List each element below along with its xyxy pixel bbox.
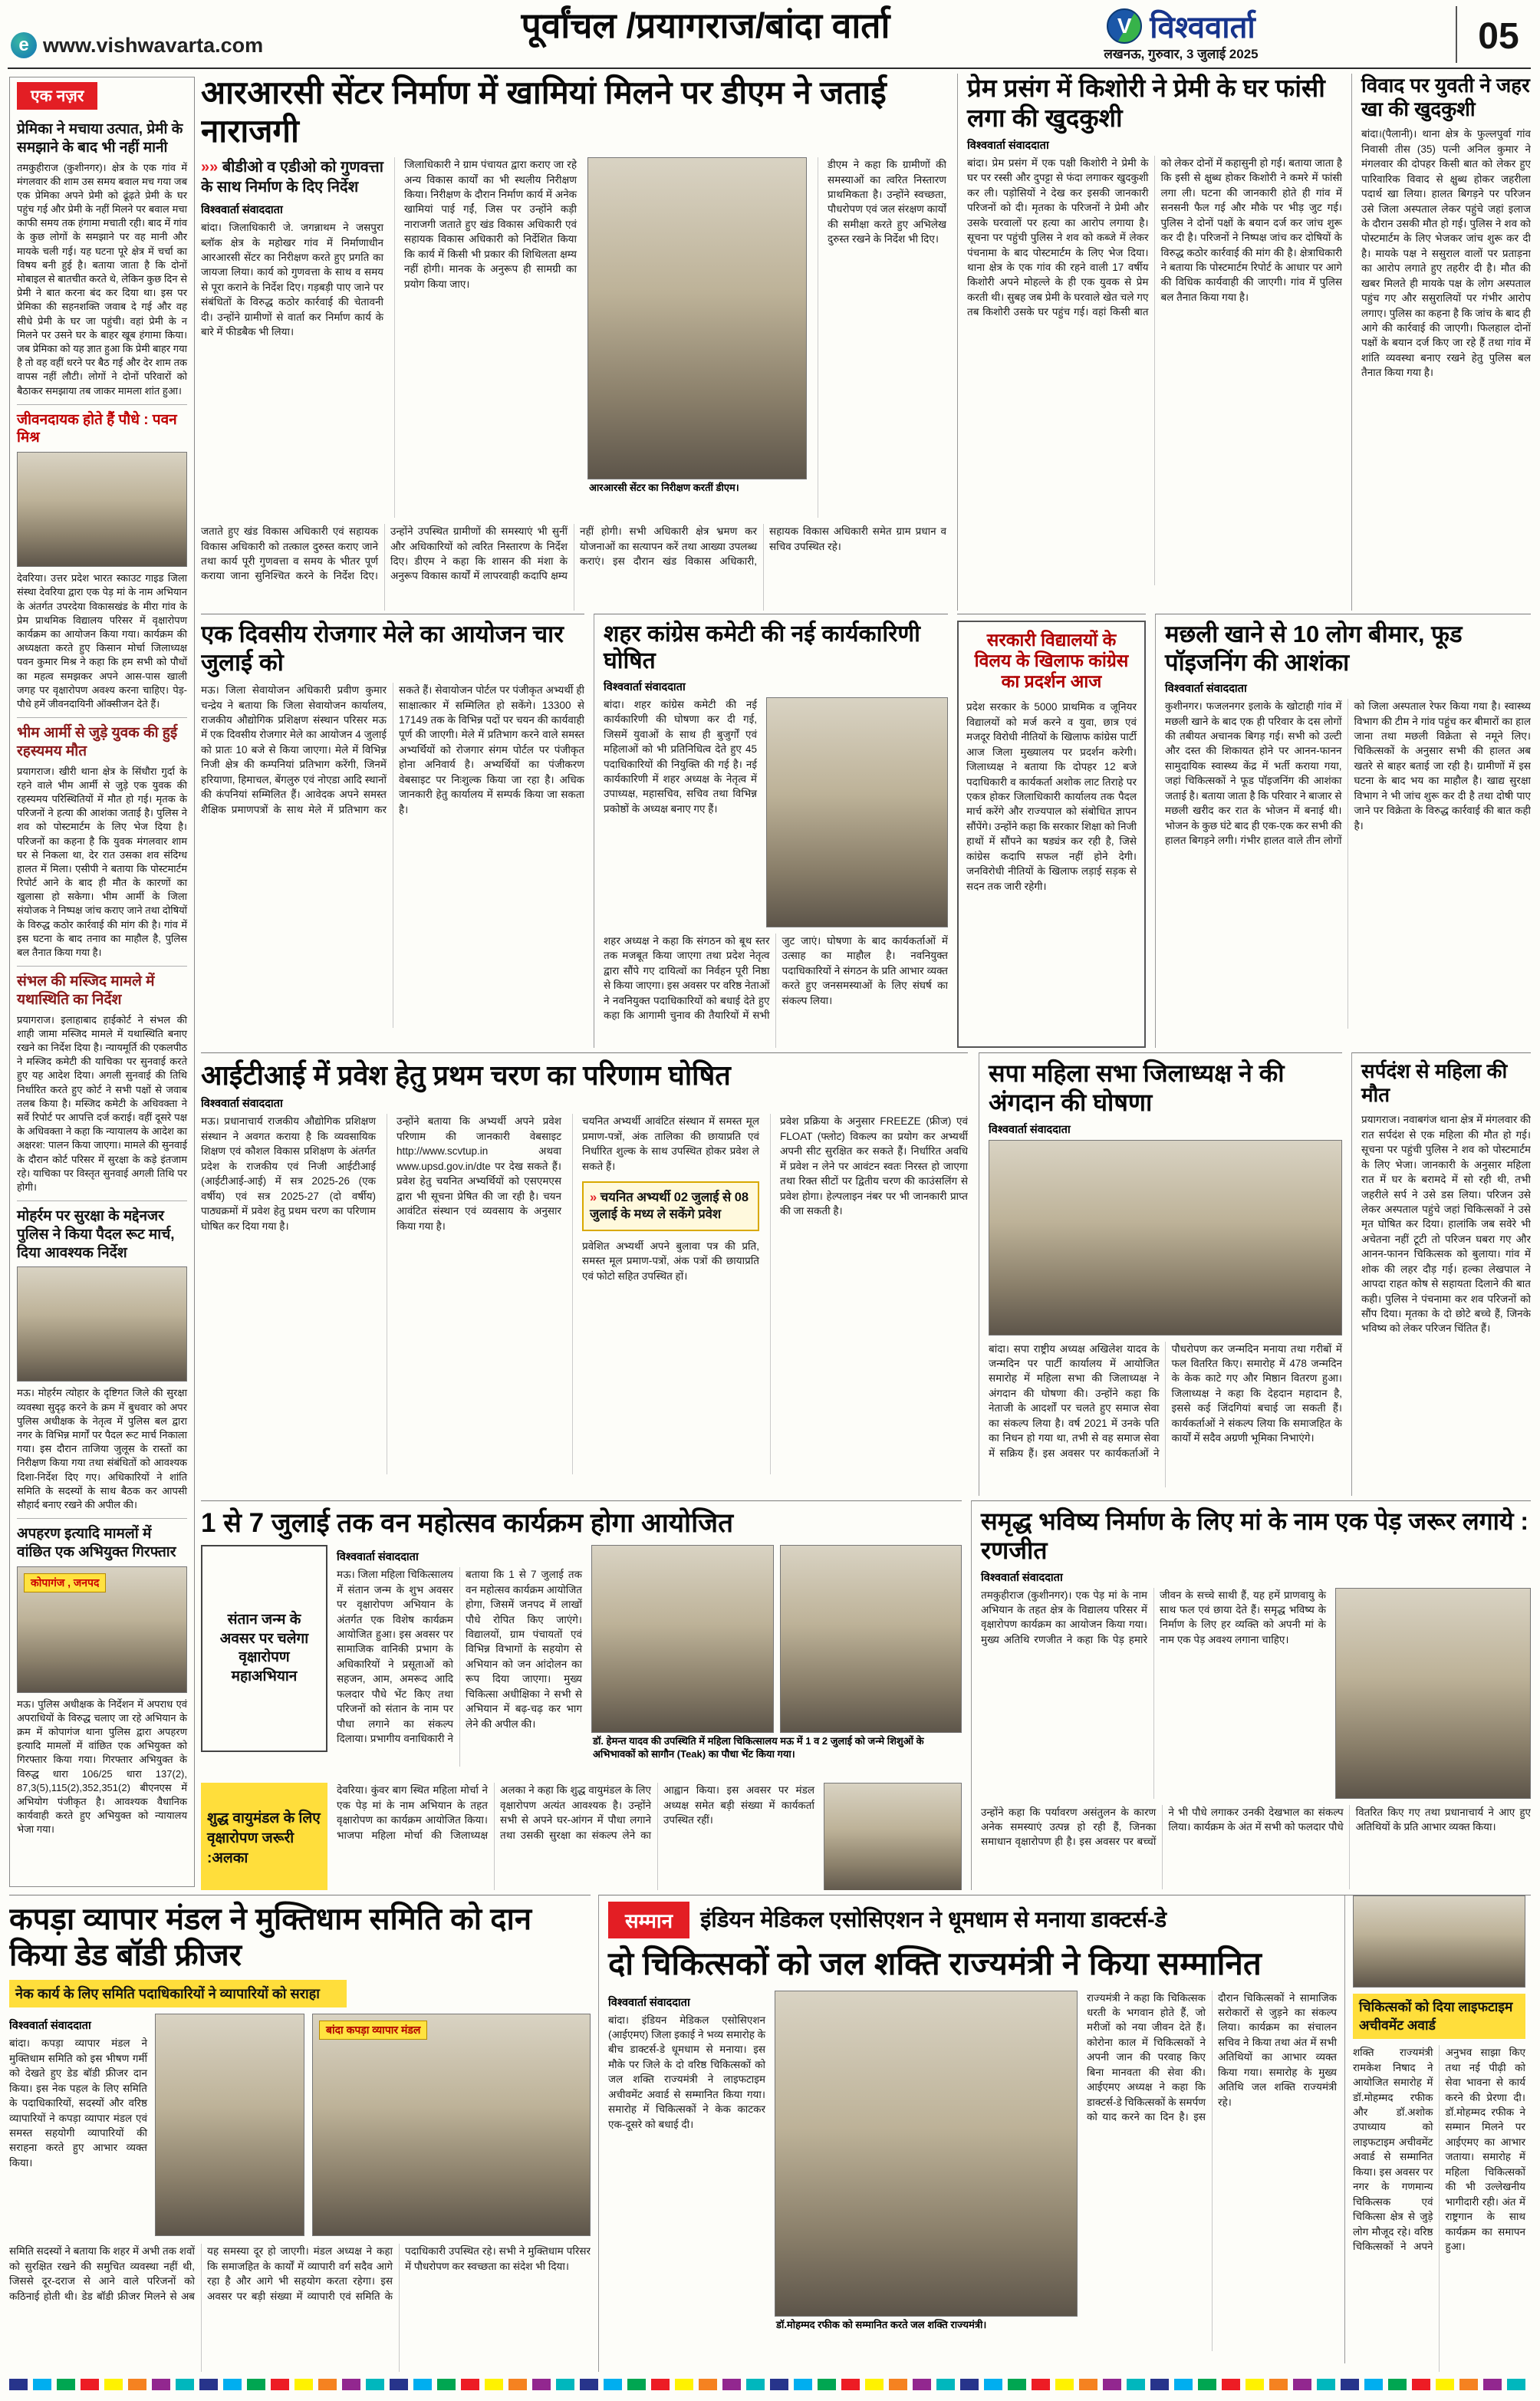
- footer-color-square: [508, 2379, 527, 2390]
- article-pradarshan-headline: सरकारी विद्यालयों के विलय के खिलाफ कांग्रेस का प्रदर्शन आज: [974, 630, 1129, 692]
- double-arrow-icon: »: [590, 1191, 597, 1205]
- sidebar-item: [17, 114, 187, 404]
- footer-color-square: [1293, 2379, 1311, 2390]
- footer-color-square: [960, 2379, 979, 2390]
- article-ima-photo-block: [775, 1991, 1078, 2351]
- byline: विश्ववार्ता संवाददाता: [981, 1571, 1063, 1584]
- sidebar-item-photo: [17, 1566, 187, 1693]
- footer-color-square: [889, 2379, 907, 2390]
- article-ima-subhead-right: चिकित्सकों को दिया लाइफटाइम अचीवमेंट अवार्ड: [1353, 1994, 1525, 2039]
- footer-color-square: [152, 2379, 170, 2390]
- article-kapda: [9, 1895, 591, 2372]
- footer-color-square: [437, 2379, 456, 2390]
- sidebar-item-photo: [17, 452, 187, 567]
- article-ima-photo: [775, 1991, 1078, 2317]
- footer-color-square: [818, 2379, 836, 2390]
- footer-color-square: [1032, 2379, 1050, 2390]
- footer-color-square: [913, 2379, 931, 2390]
- article-kapda-body-b: समिति सदस्यों ने बताया कि शहर में अभी तक शवों को सुरक्षित रखने की समुचित व्यवस्था नहीं थी, जिससे दूर-दराज से आने वाले परिजनों को कठिनाई होती थी। डेड बॉडी फ्रीजर मिलने से अब यह समस्या दूर हो जाएगी। मंडल अध्यक्ष ने कहा कि समाजहित के कार्यों में व्यापारी वर्ग सदैव आगे रहा है और आगे भी सहयोग करता रहेगा। इस अवसर पर बड़ी संख्या में व्यापारी एवं समिति के पदाधिकारी उपस्थित रहे। सभी ने मुक्तिधाम परिसर में पौधरोपण कर स्वच्छता का संदेश भी दिया।: [9, 2245, 591, 2302]
- footer-color-square: [651, 2379, 670, 2390]
- byline: विश्ववार्ता संवाददाता: [1165, 683, 1247, 696]
- sidebar-item-photo: [17, 1266, 187, 1382]
- article-kapda-body-a: बांदा। कपड़ा व्यापार मंडल ने मुक्तिधाम समिति को इस भीषण गर्मी को देखते हुए डेड बॉडी फ्रीजर दान किया। इस नेक पहल के लिए समिति के पदाधिकारियों, सदस्यों और वरिष्ठ व्यापारियों ने कपड़ा व्यापार मंडल एवं समस्त सहयोगी व्यापारियों की सराहना करते हुए आभार व्यक्त किया।: [9, 2037, 147, 2169]
- footer-color-square: [1103, 2379, 1121, 2390]
- footer-color-square: [128, 2379, 146, 2390]
- article-congress-body-b: शहर अध्यक्ष ने कहा कि संगठन को बूथ स्तर तक मजबूत किया जाएगा तथा प्रदेश नेतृत्व द्वारा सौंपे गए दायित्वों का निर्वहन पूरी निष्ठा से किया जाएगा। इस अवसर पर वरिष्ठ नेताओं ने नवनियुक्त पदाधिकारियों को बधाई देते हुए कहा कि आगामी चुनाव की तैयारियों में सभी जुट जाएं। घोषणा के बाद कार्यकर्ताओं में उत्साह का माहौल है। नवनियुक्त पदाधिकारियों ने संगठन के प्रति आभार व्यक्त करते हुए जनसमस्याओं के लिए संघर्ष का संकल्प लिया।: [604, 934, 948, 1021]
- article-samriddh: [971, 1500, 1531, 1890]
- article-iti-col-c: [572, 1114, 759, 1474]
- article-samriddh-photo: [1335, 1588, 1531, 1799]
- photo-signboard-label: कोपागंज , जनपद: [24, 1573, 106, 1592]
- sidebar-item-body: मऊ। पुलिस अधीक्षक के निर्देशन में अपराध एवं अपराधियों के विरुद्ध चलाए जा रहे अभियान के क्रम में कोपागंज थाना पुलिस द्वारा अपहरण इत्यादि मामलों में वांछित एक अभियुक्त को गिरफ्तार किया गया। गिरफ्तार अभियुक्त के विरुद्ध धारा 106/25 धारा 137(2), 87,3(5),115(2),352,351(2) बीएनएस में अभियोग पंजीकृत है। आवश्यक वैधानिक कार्यवाही करते हुए अभियुक्त को न्यायालय भेजा गया।: [17, 1698, 187, 1836]
- article-iti-note: » चयनित अभ्यर्थी 02 जुलाई से 08 जुलाई के मध्य ले सकेंगे प्रवेश: [582, 1181, 759, 1231]
- article-samriddh-body-b: उन्होंने कहा कि पर्यावरण असंतुलन के कारण अनेक समस्याएं उत्पन्न हो रही हैं, जिनका समाधान वृक्षारोपण ही है। इस अवसर पर बच्चों ने भी पौधे लगाकर उनकी देखभाल का संकल्प लिया। कार्यक्रम के अंत में सभी को फलदार पौधे वितरित किए गए तथा प्रधानाचार्य ने आए हुए अतिथियों के प्रति आभार व्यक्त किया।: [981, 1806, 1531, 1848]
- footer-color-strip: [9, 2376, 1531, 2392]
- footer-color-square: [1459, 2379, 1478, 2390]
- article-ima-col1: [608, 1991, 765, 2351]
- sidebar-item-headline: अपहरण इत्यादि मामलों में वांछित एक अभियुक्त गिरफ्तार: [17, 1526, 176, 1560]
- article-ima-headline: दो चिकित्सकों को जल शक्ति राज्यमंत्री ने किया सम्मानित: [608, 1945, 1262, 1981]
- sidebar-item: [17, 1518, 187, 1843]
- footer-color-square: [57, 2379, 75, 2390]
- article-machhli-headline: मछली खाने से 10 लोग बीमार, फूड पॉइजनिंग की आशंका: [1165, 621, 1463, 676]
- footer-color-square: [865, 2379, 884, 2390]
- footer-color-square: [366, 2379, 384, 2390]
- article-sarpadansh-body: प्रयागराज। नवाबगंज थाना क्षेत्र में मंगलवार की रात सर्पदंश से एक महिला की मौत हो गई। सूचना पर पहुंची पुलिस ने शव को पोस्टमार्टम के लिए भेजा। जानकारी के अनुसार महिला रात में घर के बरामदे में सो रही थी, तभी जहरीले सर्प ने उसे डस लिया। परिजन उसे लेकर अस्पताल पहुंचे जहां चिकित्सकों ने उसे मृत घोषित कर दिया। हालांकि जब सवेरे भी अचेतना नहीं टूटी तो परिजन घबरा गए और आनन-फानन चिकित्सक को बुलाया। गांव में शोक की लहर दौड़ गई। हल्का लेखपाल ने आपदा राहत कोष से सहायता दिलाने की बात कही। पुलिस ने पंचनामा कर शव परिजनों को सौंप दिया। मृतका के दो छोटे बच्चे हैं, जिनके भविष्य को लेकर परिजन चिंतित हैं।: [1361, 1114, 1531, 1335]
- article-iti: [201, 1052, 968, 1496]
- article-iti-headline: आईटीआई में प्रवेश हेतु प्रथम चरण का परिणाम घोषित: [201, 1059, 731, 1091]
- byline: विश्ववार्ता संवाददाता: [201, 1098, 283, 1111]
- article-iti-body-d: प्रवेश प्रक्रिया के अनुसार FREEZE (फ्रीज) एवं FLOAT (फ्लोट) विकल्प का प्रयोग कर अभ्यर्थी अपनी सीट सुरक्षित कर सकते हैं। निर्धारित अवधि में प्रवेश न लेने पर आवंटन स्वतः निरस्त हो जाएगा तथा रिक्त सीटों पर द्वितीय चरण की काउंसलिंग से प्रवेश होगा। हेल्पलाइन नंबर पर भी जानकारी प्राप्त की जा सकती है।: [770, 1114, 968, 1474]
- sidebar-item-body: तमकुहीराज (कुशीनगर)। क्षेत्र के एक गांव में मंगलवार की शाम उस समय बवाल मच गया जब एक प्रेमिका अपने प्रेमी को ढूंढ़ते प्रेमी के घर पहुंच गई और प्रेमी के नहीं मिलने पर बवाल मचा काफी समय तक हंगामा मचाती रही। बाद में गांव के कुछ लोगों के समझाने पर वह मानी और मायके चली गई। यह घटना पूरे क्षेत्र में चर्चा का विषय बनी हुई है। बताया जाता है कि दोनों मोबाइल से बातचीत करते थे, लेकिन कुछ दिन से प्रेमी ने बात करना बंद कर दिया था। इस पर प्रेमिका की सहनशक्ति जवाब दे गई और वह सीधे प्रेमी के घर जा पहुंची। वहां प्रेमी के न मिलने पर उसने घर के बाहर खूब हंगामा किया। जब प्रेमिका को यह ज्ञात हुआ कि प्रेमी बाहर गया है तो वह वहीं धरने पर बैठ गई और देर शाम तक वापस नहीं लौटी। लोगों ने दोनों परिवारों को बैठाकर समझाया तब जाकर मामला शांत हुआ।: [17, 161, 187, 397]
- website-logo-icon: e: [11, 32, 37, 58]
- article-alka-body: देवरिया। कुंवर बाग स्थित महिला मोर्चा ने एक पेड़ मां के नाम अभियान के तहत वृक्षारोपण का कार्यक्रम आयोजित किया। भाजपा महिला मोर्चा की जिलाध्यक्ष अलका ने कहा कि शुद्ध वायुमंडल के लिए वृक्षारोपण अत्यंत आवश्यक है। उन्होंने सभी से अपने घर-आंगन में पौधा लगाने तथा उसकी सुरक्षा का संकल्प लेने का आह्वान किया। इस अवसर पर मंडल अध्यक्ष समेत बड़ी संख्या में कार्यकर्ता उपस्थित रहीं।: [337, 1784, 814, 1841]
- article-kapda-col1: [9, 2014, 147, 2236]
- sidebar-item-body: प्रयागराज। इलाहाबाद हाईकोर्ट ने संभल की शाही जामा मस्जिद मामले में यथास्थिति बनाए रखने का निर्देश दिया है। न्यायमूर्ति की एकलपीठ ने मस्जिद कमेटी की याचिका पर सुनवाई करते हुए यह आदेश दिया। अगली सुनवाई की तिथि निर्धारित करते हुए कोर्ट ने सभी पक्षों से जवाब तलब किया है। मस्जिद कमेटी के अधिवक्ता ने सर्वे रिपोर्ट पर आपत्ति दर्ज कराई। वहीं दूसरे पक्ष के अधिवक्ता ने कहा कि न्यायालय के आदेश का अक्षरश: पालन किया जाएगा। मामले की सुनवाई के दौरान कोर्ट परिसर में सुरक्षा के कड़े इंतजाम रहे। याचिका पर विस्तृत सुनवाई अगली तिथि पर होगी।: [17, 1013, 187, 1193]
- byline: विश्ववार्ता संवाददाता: [967, 139, 1049, 152]
- footer-color-square: [33, 2379, 51, 2390]
- footer-color-square: [722, 2379, 741, 2390]
- footer-color-square: [413, 2379, 432, 2390]
- article-sapa-headline: सपा महिला सभा जिलाध्यक्ष ने की अंगदान की घोषणा: [989, 1059, 1285, 1116]
- article-ima-right: [1344, 1895, 1525, 2363]
- sidebar-item: [17, 404, 187, 717]
- masthead: [1028, 5, 1334, 47]
- sidebar-item-headline: मोहर्रम पर सुरक्षा के मद्देनजर पुलिस ने किया पैदल रूट मार्च, दिया आवश्यक निर्देश: [17, 1208, 175, 1261]
- article-iti-body-c2: प्रवेशित अभ्यर्थी अपने बुलावा पत्र की प्रति, समस्त मूल प्रमाण-पत्रों, अंक पत्रों की छायाप्रति एवं फोटो सहित उपस्थित हों।: [582, 1240, 759, 1282]
- footer-color-square: [984, 2379, 1002, 2390]
- article-vivad-headline: विवाद पर युवती ने जहर खा की खुदकुशी: [1361, 74, 1530, 120]
- article-rrc-col1: [201, 157, 383, 518]
- edition-line: लखनऊ, गुरुवार, 3 जुलाई 2025: [1104, 47, 1259, 61]
- article-rrc-headline: आरआरसी सेंटर निर्माण में खामियां मिलने पर डीएम ने जताई नाराजगी: [201, 74, 887, 149]
- footer-color-square: [199, 2379, 218, 2390]
- byline: विश्ववार्ता संवाददाता: [604, 680, 686, 693]
- article-sapa: [979, 1052, 1342, 1496]
- article-iti-body-a: मऊ। प्रधानाचार्य राजकीय औद्योगिक प्रशिक्षण संस्थान ने अवगत कराया है कि व्यवसायिक शिक्षण एवं कौशल विकास प्रशिक्षण के अंतर्गत प्रदेश के राजकीय एवं निजी आईटीआई (आईटीआई-आई) में सत्र 2025-26 (एक वर्षीय) एवं सत्र 2025-27 (दो वर्षीय) पाठ्यक्रमों में प्रवेश हेतु प्रथम चरण का परिणाम घोषित कर दिया गया है।: [201, 1115, 376, 1232]
- sidebar-label: एक नज़र: [17, 82, 97, 110]
- footer-color-square: [1388, 2379, 1407, 2390]
- article-vivad: [1351, 74, 1531, 611]
- article-congress: [594, 614, 948, 1048]
- article-kapda-headline: कपड़ा व्यापार मंडल ने मुक्तिधाम समिति को दान किया डेड बॉडी फ्रीजर: [9, 1902, 532, 1973]
- footer-color-square: [1412, 2379, 1430, 2390]
- article-kapda-photo-2: [312, 2014, 591, 2236]
- article-rrc-body-c: डीएम ने कहा कि ग्रामीणों की समस्याओं का त्वरित निस्तारण प्राथमिकता है। उन्होंने स्वच्छता, पौधरोपण एवं जल संरक्षण कार्यों की समीक्षा करते हुए अभिलेख दुरुस्त रखने के निर्देश भी दिए।: [818, 157, 946, 518]
- article-iti-body-b: उन्होंने बताया कि अभ्यर्थी अपने प्रवेश परिणाम की जानकारी वेबसाइट http://www.scvtup.in अथवा www.upsd.gov.in/dte पर देख सकते हैं। प्रवेश हेतु चयनित अभ्यर्थियों को एसएमएस द्वारा भी सूचना प्रेषित की जा रही है। चयन आवंटित संस्थान एवं व्यवसाय के अनुसार किया गया है।: [387, 1114, 561, 1474]
- article-kapda-photo-1: [155, 2014, 304, 2236]
- footer-color-square: [1150, 2379, 1169, 2390]
- footer-color-square: [1245, 2379, 1264, 2390]
- article-sarpadansh-headline: सर्पदंश से महिला की मौत: [1361, 1059, 1508, 1106]
- article-rrc-body-a: बांदा। जिलाधिकारी जे. जगन्नाथम ने जसपुरा ब्लॉक क्षेत्र के महोखर गांव में निर्माणाधीन आरआरसी सेंटर का निरीक्षण करते हुए प्रगति का जायजा लिया। कार्य को गुणवत्ता के साथ व समय से पूरा कराने के निर्देश दिए। गड़बड़ी पाए जाने पर संबंधितों के विरुद्ध कठोर कार्रवाई की चेतावनी दी। उन्होंने ग्रामीणों से वार्ता कर निर्माण कार्य के बारे में फीडबैक भी लिया।: [201, 222, 383, 338]
- footer-color-square: [271, 2379, 289, 2390]
- footer-color-square: [461, 2379, 479, 2390]
- footer-color-square: [770, 2379, 788, 2390]
- article-rrc-photo-block: [587, 157, 807, 518]
- article-sapa-photo: [989, 1140, 1342, 1336]
- article-van-photo-2: [780, 1545, 962, 1733]
- article-van-text: [337, 1545, 582, 1775]
- sidebar-ek-nazar: [9, 77, 195, 1887]
- footer-color-square: [1269, 2379, 1288, 2390]
- footer-color-square: [1079, 2379, 1097, 2390]
- article-rrc-body-b: जिलाधिकारी ने ग्राम पंचायत द्वारा कराए जा रहे अन्य विकास कार्यों का भी स्थलीय निरीक्षण किया। निरीक्षण के दौरान निर्माण कार्य में अनेक खामियां पाई गईं, जिस पर उन्होंने कड़ी नाराजगी जताते हुए खंड विकास अधिकारी एवं सहायक विकास अधिकारी को निर्देशित किया कि कार्य में किसी भी प्रकार की शिथिलता क्षम्य नहीं होगी। मानक के अनुरूप ही सामग्री का प्रयोग किया जाए।: [394, 157, 577, 518]
- footer-color-square: [746, 2379, 765, 2390]
- footer-color-square: [1055, 2379, 1074, 2390]
- header-divider: [1456, 6, 1457, 63]
- footer-color-square: [1174, 2379, 1193, 2390]
- sidebar-item: [17, 1200, 187, 1518]
- footer-color-square: [580, 2379, 598, 2390]
- article-van-photo-block: [591, 1545, 962, 1775]
- article-ima-body-a: बांदा। इंडियन मेडिकल एसोसिएशन (आईएमए) जिला इकाई ने भव्य समारोह के बीच डाक्टर्स-डे धूमधाम से मनाया। इस मौके पर जिले के दो वरिष्ठ चिकित्सकों को जल शक्ति राज्यमंत्री ने लाइफटाइम अचीवमेंट अवार्ड से सम्मानित किया गया। समारोह में चिकित्सकों ने केक काटकर एक-दूसरे को बधाई दी।: [608, 2014, 765, 2130]
- article-kapda-subhead: नेक कार्य के लिए समिति पदाधिकारियों ने व्यापारियों को सराहा: [9, 1980, 347, 2007]
- article-ima-right-photo: [1353, 1895, 1525, 1988]
- masthead-title: विश्ववार्ता: [1150, 11, 1255, 44]
- article-alka-headline: शुद्ध वायुमंडल के लिए वृक्षारोपण जरूरी :अलका: [201, 1783, 327, 1890]
- footer-color-square: [627, 2379, 646, 2390]
- sidebar-item-headline: संभल की मस्जिद मामले में यथास्थिति का निर्देश: [17, 973, 155, 1008]
- footer-color-square: [295, 2379, 313, 2390]
- article-pradarshan-body: प्रदेश सरकार के 5000 प्राथमिक व जूनियर विद्यालयों को मर्ज करने व युवा, छात्र एवं मजदूर विरोधी नीतियों के खिलाफ कांग्रेस पार्टी आज जिला मुख्यालय पर प्रदर्शन करेगी। जिलाध्यक्ष ने बताया कि दोपहर 12 बजे पदाधिकारी व कार्यकर्ता अशोक लाट तिराहे पर एकत्र होकर जिलाधिकारी कार्यालय तक पैदल मार्च करेंगे और राज्यपाल को संबोधित ज्ञापन सौंपेंगे। उन्होंने कहा कि सरकार शिक्षा को निजी हाथों में सौंपने का षड्यंत्र कर रही है, जिसे कांग्रेस कदापि सफल नहीं होने देगी। जनविरोधी नीतियों के खिलाफ लड़ाई सड़क से सदन तक जारी रहेगी।: [966, 701, 1137, 892]
- sidebar-item-body: प्रयागराज। खीरी थाना क्षेत्र के सिंधौरा गुर्दा के रहने वाले भीम आर्मी से जुड़े एक युवक की रहस्यमय परिस्थितियों में मौत हो गई। मृतक के परिजनों ने हत्या की आशंका जताई है। पुलिस ने शव को पोस्टमार्टम के लिए भेज दिया है। परिजनों का कहना है कि युवक मंगलवार शाम घर से निकला था, देर रात उसका शव संदिग्ध हालत में मिला। एसीपी ने बताया कि पोस्टमार्टम रिपोर्ट आने के बाद ही मौत के कारणों का खुलासा हो सकेगा। भीम आर्मी के जिला संयोजक ने निष्पक्ष जांच कराए जाने तथा दोषियों के विरुद्ध कठोर कार्रवाई की मांग की है। गांव में इस घटना के बाद तनाव का माहौल है, पुलिस बल तैनात किया गया है।: [17, 765, 187, 958]
- header-rule: [8, 68, 1531, 69]
- article-machhli: [1155, 614, 1531, 1048]
- article-rrc-body-d: जताते हुए खंड विकास अधिकारी एवं सहायक विकास अधिकारी को तत्काल दुरुस्त कराए जाने तथा कार्य पूरी गुणवत्ता व समय के भीतर पूर्ण कराया जाना सुनिश्चित करने के निर्देश दिए। उन्होंने उपस्थित ग्रामीणों की समस्याएं भी सुनीं और अधिकारियों को त्वरित निस्तारण के निर्देश दिए। डीएम ने कहा कि शासन की मंशा के अनुरूप विकास कार्यों में लापरवाही कदापि क्षम्य नहीं होगी। सभी अधिकारी क्षेत्र भ्रमण कर योजनाओं का सत्यापन करें तथा आख्या उपलब्ध कराएं। इस दौरान खंड विकास अधिकारी, सहायक विकास अधिकारी समेत ग्राम प्रधान व सचिव उपस्थित रहे।: [201, 525, 946, 582]
- article-rrc-photo-caption: आरआरसी सेंटर का निरीक्षण करतीं डीएम।: [589, 482, 739, 494]
- footer-color-square: [223, 2379, 242, 2390]
- article-machhli-body: कुशीनगर। फजलनगर इलाके के खोटाही गांव में मछली खाने के बाद एक ही परिवार के दस लोगों की तबीयत अचानक बिगड़ गई। सभी को उल्टी और दस्त की शिकायत होने पर आनन-फानन सामुदायिक स्वास्थ्य केंद्र में भर्ती कराया गया, जहां चिकित्सकों ने फूड पॉइजनिंग की आशंका जताई है। बताया जाता है कि परिवार ने बाजार से मछली खरीद कर रात के भोजन में बनाई थी। भोजन के कुछ घंटे बाद ही एक-एक कर सभी की हालत बिगड़ने लगी। गंभीर हालत वाले तीन लोगों को जिला अस्पताल रेफर किया गया है। स्वास्थ्य विभाग की टीम ने गांव पहुंच कर बीमारों का हाल जाना तथा मछली विक्रेता से नमूने लिए। चिकित्सकों के अनुसार सभी की हालत अब खतरे से बाहर बताई जा रही है। ग्रामीणों में इस घटना के बाद भय का माहौल है। खाद्य सुरक्षा विभाग ने भी जांच शुरू कर दी है तथा दोषी पाए जाने पर विक्रेता के विरुद्ध कार्रवाई की बात कही है।: [1165, 700, 1531, 847]
- article-congress-headline: शहर कांग्रेस कमेटी की नई कार्यकारिणी घोषित: [604, 621, 920, 674]
- page-number: 05: [1478, 16, 1519, 57]
- sidebar-item-body: मऊ। मोहर्रम त्योहार के दृष्टिगत जिले की सुरक्षा व्यवस्था सुदृढ़ करने के क्रम में बुधवार को अपर पुलिस अधीक्षक के नेतृत्व में पुलिस बल द्वारा नगर के विभिन्न मार्गों पर पैदल रूट मार्च निकाला गया। इस दौरान ताजिया जुलूस के रास्तों का निरीक्षण किया गया तथा संबंधितों को आवश्यक दिशा-निर्देश दिए गए। अधिकारियों ने शांति समिति के सदस्यों के साथ बैठक कर आपसी सौहार्द बनाए रखने की अपील की।: [17, 1387, 187, 1510]
- sidebar-item-headline: जीवनदायक होते हैं पौधे : पवन मिश्र: [17, 411, 177, 446]
- article-iti-body-c1: चयनित अभ्यर्थी आवंटित संस्थान में समस्त मूल प्रमाण-पत्रों, अंक तालिका की छायाप्रति एवं निर्धारित शुल्क के साथ उपस्थित होकर प्रवेश ले सकते हैं।: [582, 1115, 759, 1172]
- footer-color-square: [176, 2379, 194, 2390]
- footer-color-square: [794, 2379, 812, 2390]
- sidebar-item: [17, 966, 187, 1200]
- footer-color-square: [532, 2379, 551, 2390]
- photo-banner-label: बांदा कपड़ा व्यापार मंडल: [319, 2021, 427, 2040]
- article-van: [201, 1500, 962, 1890]
- article-rojgar-headline: एक दिवसीय रोजगार मेले का आयोजन चार जुलाई को: [201, 621, 564, 676]
- footer-color-square: [485, 2379, 503, 2390]
- sidebar-item-body: देवरिया। उत्तर प्रदेश भारत स्काउट गाइड जिला संस्था देवरिया द्वारा एक पेड़ मां के नाम अभियान के अंतर्गत उपरदेया विकासखंड के मीरा गांव के प्रेम प्राथमिक विद्यालय परिसर में वृक्षारोपण कार्यक्रम का आयोजन किया गया। कार्यक्रम की अध्यक्षता करते हुए किसान मोर्चा जिलाध्यक्ष पवन कुमार मिश्र ने कहा कि हम सभी को पौधों का महत्व समझकर अपने आस-पास खाली जगह पर वृक्षारोपण अवश्य करना चाहिए। पेड़-पौधे हमें जीवनदायिनी ऑक्सीजन देते हैं।: [17, 572, 187, 710]
- article-ima: [598, 1895, 1531, 2372]
- article-samriddh-body-a: तमकुहीराज (कुशीनगर)। एक पेड़ मां के नाम अभियान के तहत क्षेत्र के विद्यालय परिसर में वृक्षारोपण कार्यक्रम का आयोजन किया गया। मुख्य अतिथि रणजीत ने कहा कि पेड़ हमारे जीवन के सच्चे साथी हैं, यह हमें प्राणवायु के साथ फल एवं छाया देते हैं। समृद्ध भविष्य के निर्माण के लिए हर व्यक्ति को अपनी मां के नाम एक पेड़ अवश्य लगाना चाहिए।: [981, 1589, 1326, 1645]
- footer-color-square: [1317, 2379, 1335, 2390]
- byline: विश्ववार्ता संवाददाता: [608, 1996, 690, 2009]
- footer-color-square: [390, 2379, 408, 2390]
- footer-color-square: [247, 2379, 265, 2390]
- article-sapa-body: बांदा। सपा राष्ट्रीय अध्यक्ष अखिलेश यादव के जन्मदिन पर पार्टी कार्यालय में आयोजित समारोह में महिला सभा की जिलाध्यक्ष ने अंगदान की घोषणा की। उन्होंने कहा कि नेताजी के आदर्शों पर चलते हुए समाज सेवा का संकल्प लिया है। वर्ष 2021 में उनके पति का निधन हो गया था, तभी से वह समाज सेवा में सक्रिय हैं। इस अवसर पर कार्यकर्ताओं ने पौधरोपण कर जन्मदिन मनाया तथा गरीबों में फल वितरित किए। समारोह में 478 जन्मदिन के केक काटे गए और मिष्ठान वितरण हुआ। जिलाध्यक्ष ने कहा कि देहदान महादान है, इससे कई जिंदगियां बचाई जा सकती हैं। कार्यकर्ताओं ने संकल्प लिया कि समाजहित के कार्यों में सदैव अग्रणी भूमिका निभाएंगे।: [989, 1342, 1342, 1459]
- article-ima-photo-caption: डॉ.मोहम्मद रफीक को सम्मानित करते जल शक्ति राज्यमंत्री।: [776, 2318, 987, 2330]
- footer-color-square: [104, 2379, 123, 2390]
- masthead-logo-icon: V: [1107, 8, 1142, 44]
- article-alka-photo: [824, 1783, 962, 1890]
- article-rojgar-body: मऊ। जिला सेवायोजन अधिकारी प्रवीण कुमार चन्द्रेय ने बताया कि जिला सेवायोजन कार्यालय, राजकीय औद्योगिक प्रशिक्षण संस्थान परिसर मऊ में एक दिवसीय रोजगार मेले का आयोजन 4 जुलाई को प्रातः 10 बजे से किया जाएगा। मेले में विभिन्न निजी क्षेत्र की कम्पनियां प्रतिभाग करेंगी, जिनमें हरियाणा, हिमाचल, बेंगलुरु एवं नोएडा आदि स्थानों की कंपनियां सम्मिलित हैं। आवेदक अपने समस्त शैक्षिक प्रमाणपत्रों के साथ मेले में प्रतिभाग कर सकते हैं। सेवायोजन पोर्टल पर पंजीकृत अभ्यर्थी ही साक्षात्कार में सम्मिलित हो सकेंगे। 13300 से 17149 तक के विभिन्न पदों पर चयन की कार्यवाही पूर्ण की जाएगी। मेले में प्रतिभाग करने वाले समस्त अभ्यर्थियों को रोजगार संगम पोर्टल पर पंजीकृत होना अनिवार्य है। अभ्यर्थियों का पंजीकरण वेबसाइट पर निःशुल्क किया जा रहा है। अधिक जानकारी हेतु कार्यालय में सम्पर्क किया जा सकता है।: [201, 684, 584, 815]
- footer-color-square: [1364, 2379, 1383, 2390]
- article-van-body: मऊ। जिला महिला चिकित्सालय में संतान जन्म के शुभ अवसर पर वृक्षारोपण अभियान के अंतर्गत एक विशेष कार्यक्रम आयोजित हुआ। इस अवसर पर सामाजिक वानिकी प्रभाग के अधिकारियों ने प्रसूताओं को सहजन, आम, अमरूद आदि फलदार पौधे भेंट किए तथा परिजनों को संतान के नाम पर पौधा लगाने का संकल्प दिलाया। प्रभागीय वनाधिकारी ने बताया कि 1 से 7 जुलाई तक वन महोत्सव कार्यक्रम आयोजित होगा, जिसमें जनपद में लाखों पौधे रोपित किए जाएंगे। विद्यालयों, ग्राम पंचायतों एवं विभिन्न विभागों के सहयोग से अभियान को जन आंदोलन का रूप दिया जाएगा। मुख्य चिकित्सा अधीक्षिका ने सभी से अभियान में बढ़-चढ़ कर भाग लेने की अपील की।: [337, 1569, 582, 1745]
- byline: विश्ववार्ता संवाददाता: [9, 2020, 91, 2033]
- article-ima-body-right: शक्ति राज्यमंत्री रामकेश निषाद ने आयोजित समारोह में डॉ.मोहम्मद रफीक और डॉ.अशोक उपाध्याय को लाइफटाइम अचीवमेंट अवार्ड से सम्मानित किया। इस अवसर पर नगर के गणमान्य चिकित्सक एवं चिकित्सा क्षेत्र से जुड़े लोग मौजूद रहे। वरिष्ठ चिकित्सकों ने अपने अनुभव साझा किए तथा नई पीढ़ी को सेवा भावना से कार्य करने की प्रेरणा दी। डॉ.मोहम्मद रफीक ने सम्मान मिलने पर आईएमए का आभार जताया। समारोह में महिला चिकित्सकों की भी उल्लेखनीय भागीदारी रही। अंत में राष्ट्रगान के साथ कार्यक्रम का समापन हुआ।: [1353, 2047, 1525, 2252]
- footer-color-square: [318, 2379, 337, 2390]
- footer-color-square: [1222, 2379, 1240, 2390]
- article-van-headline: 1 से 7 जुलाई तक वन महोत्सव कार्यक्रम होगा आयोजित: [201, 1508, 734, 1538]
- footer-color-square: [81, 2379, 99, 2390]
- article-van-caption: डॉ. हेमन्त यादव की उपस्थिति में महिला चिकित्सालय मऊ में 1 व 2 जुलाई को जन्मे शिशुओं के अभिभावकों को सागौन (Teak) का पौधा भेंट किया गया।: [593, 1735, 924, 1760]
- article-pradarshan: [957, 614, 1146, 1048]
- article-rrc: [201, 74, 946, 611]
- article-prem-headline: प्रेम प्रसंग में किशोरी ने प्रेमी के घर फांसी लगा की खुदकुशी: [967, 74, 1325, 132]
- footer-color-square: [1127, 2379, 1145, 2390]
- samman-badge: सम्मान: [608, 1902, 689, 1938]
- footer-color-square: [1507, 2379, 1525, 2390]
- article-rrc-subhead: »» बीडीओ व एडीओ को गुणवत्ता के साथ निर्माण के दिए निर्देश: [201, 159, 383, 196]
- sidebar-item: [17, 717, 187, 966]
- footer-color-square: [699, 2379, 717, 2390]
- footer-color-square: [1341, 2379, 1359, 2390]
- footer-color-square: [556, 2379, 574, 2390]
- footer-color-square: [936, 2379, 955, 2390]
- article-vivad-body: बांदा।(पैलानी)। थाना क्षेत्र के फुल्लपुर्वा गांव निवासी तीस (35) पत्नी अनिल कुमार ने मंगलवार की दोपहर किसी बात को लेकर हुए पारिवारिक विवाद से क्षुब्ध होकर जहरीला पदार्थ खा लिया। हालत बिगड़ने पर परिजन उसे जिला अस्पताल लेकर पहुंचे जहां इलाज के दौरान उसकी मौत हो गई। पुलिस ने शव को पोस्टमार्टम के लिए भेजकर जांच शुरू कर दी है। मायके पक्ष ने ससुराल वालों पर प्रताड़ना का आरोप लगाते हुए तहरीर दी है। मौत की खबर मिलते ही मायके पक्ष के लोग अस्पताल पहुंच गए और ससुरालियों पर गंभीर आरोप लगाए। पुलिस का कहना है कि जांच के बाद ही आगे की कार्रवाई की जाएगी। फिलहाल दोनों पक्षों के बयान दर्ज किए जा रहे हैं तथा गांव में शांति व्यवस्था बनाए रखने हेतु पुलिस बल तैनात किया गया है।: [1361, 128, 1531, 379]
- footer-color-square: [1483, 2379, 1502, 2390]
- article-van-sidebox: संतान जन्म के अवसर पर चलेगा वृक्षारोपण महाअभियान: [201, 1545, 327, 1752]
- byline: विश्ववार्ता संवाददाता: [989, 1123, 1071, 1136]
- footer-color-square: [1008, 2379, 1026, 2390]
- article-rojgar: [201, 614, 584, 1048]
- website-url: www.vishwavarta.com: [43, 33, 264, 57]
- article-samriddh-headline: समृद्ध भविष्य निर्माण के लिए मां के नाम एक पेड़ जरूर लगाये : रणजीत: [981, 1507, 1529, 1564]
- article-pradarshan-box: [957, 621, 1146, 1048]
- page-section-title: पूर्वांचल /प्रयागराज/बांदा वार्ता: [521, 5, 890, 45]
- footer-color-square: [1198, 2379, 1216, 2390]
- double-arrow-icon: »»: [201, 159, 219, 176]
- footer-color-square: [675, 2379, 693, 2390]
- sidebar-item-headline: भीम आर्मी से जुड़े युवक की हुई रहस्यमय मौत: [17, 725, 178, 759]
- sidebar-item-headline: प्रेमिका ने मचाया उत्पात, प्रेमी के समझाने के बाद भी नहीं मानी: [17, 121, 183, 156]
- article-congress-photo: [766, 697, 948, 927]
- footer-color-square: [1436, 2379, 1454, 2390]
- footer-color-square: [342, 2379, 360, 2390]
- footer-color-square: [841, 2379, 860, 2390]
- article-prem: [957, 74, 1342, 611]
- article-rrc-photo: [587, 157, 807, 479]
- website-branding: [11, 32, 263, 58]
- byline: विश्ववार्ता संवाददाता: [337, 1551, 419, 1564]
- article-prem-body: बांदा। प्रेम प्रसंग में एक पक्षी किशोरी ने प्रेमी के घर पर रस्सी और दुपट्टा से फंदा लगाकर खुदकुशी कर ली। पड़ोसियों ने देख कर इसकी जानकारी परिजनों को दी। मृतका के परिजनों ने प्रेमी और उसके घरवालों पर हत्या का आरोप लगाया है। सूचना पर पहुंची पुलिस ने शव को कब्जे में लेकर पंचनामा के बाद पोस्टमार्टम के लिए भेज दिया। थाना क्षेत्र के एक गांव की रहने वाली 17 वर्षीय किशोरी अपने मोहल्ले के ही एक युवक से प्रेम करती थी। सुबह जब प्रेमी के घरवाले खेत चले गए तब किशोरी उसके घर पहुंच गई। वहां किसी बात को लेकर दोनों में कहासुनी हो गई। बताया जाता है कि इसी से क्षुब्ध होकर किशोरी ने कमरे में फांसी लगा ली। घटना की जानकारी होते ही गांव में सनसनी फैल गई और मौके पर भीड़ जुट गई। पुलिस ने दोनों पक्षों के बयान दर्ज कर जांच शुरू कर दी है। परिजनों ने निष्पक्ष जांच कर दोषियों के विरुद्ध कठोर कार्रवाई की मांग की है। क्षेत्राधिकारी ने बताया कि पोस्टमार्टम रिपोर्ट के आधार पर आगे की विधिक कार्यवाही की जाएगी। गांव में पुलिस बल तैनात किया गया है।: [967, 156, 1342, 318]
- footer-color-square: [604, 2379, 622, 2390]
- article-congress-body-a: बांदा। शहर कांग्रेस कमेटी की नई कार्यकारिणी की घोषणा कर दी गई, जिसमें युवाओं के साथ ही बुजुर्गों एवं महिलाओं को भी प्रतिनिधित्व देते हुए 45 पदाधिकारियों की नियुक्ति की गई है। नई कार्यकारिणी में शहर अध्यक्ष के नेतृत्व में उपाध्यक्ष, महासचिव, सचिव तथा विभिन्न प्रकोष्ठों के अध्यक्ष बनाए गए हैं।: [604, 698, 757, 815]
- footer-color-square: [9, 2379, 28, 2390]
- article-van-photo-1: [591, 1545, 774, 1733]
- article-ima-body-b: राज्यमंत्री ने कहा कि चिकित्सक धरती के भगवान होते हैं, जो मरीजों को नया जीवन देते हैं। कोरोना काल में चिकित्सकों ने अपनी जान की परवाह किए बिना मानवता की सेवा की। आईएमए अध्यक्ष ने कहा कि डाक्टर्स-डे चिकित्सकों के समर्पण को याद करने का दिन है। इस दौरान चिकित्सकों ने सामाजिक सरोकारों से जुड़ने का संकल्प लिया। कार्यक्रम का संचालन सचिव ने किया तथा अंत में सभी अतिथियों का आभार व्यक्त किया गया। समारोह के मुख्य अतिथि जल शक्ति राज्यमंत्री रहे।: [1087, 1991, 1337, 2123]
- article-ima-headline-small: इंडियन मेडिकल एसोसिएशन ने धूमधाम से मनाया डाक्टर्स-डे: [700, 1907, 1167, 1932]
- article-sarpadansh: [1351, 1052, 1531, 1496]
- byline: विश्ववार्ता संवाददाता: [201, 204, 283, 217]
